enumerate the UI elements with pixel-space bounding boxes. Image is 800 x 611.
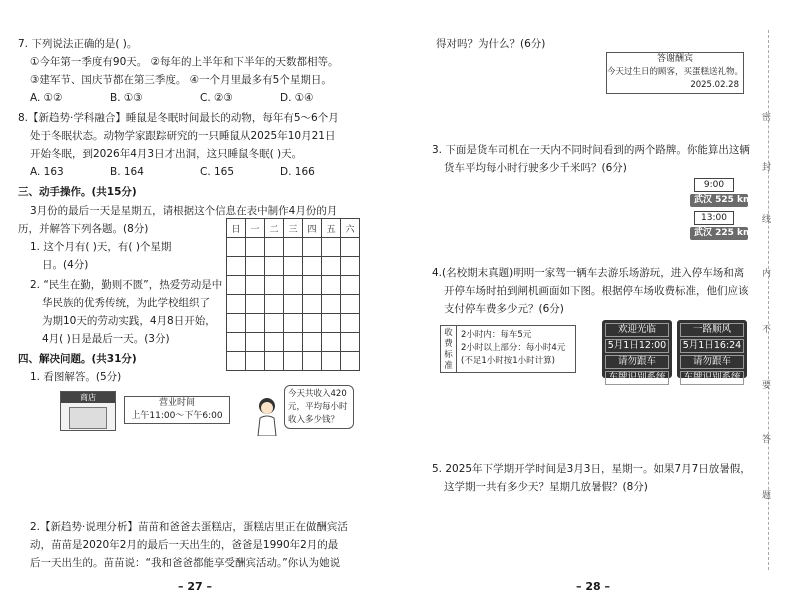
gate-screen-exit xyxy=(677,320,747,383)
margin-char: 密 xyxy=(762,113,772,123)
q4-line3: 支付停车费多少元？(6分) xyxy=(444,303,564,315)
q8-opt-b[interactable]: B. 164 xyxy=(110,166,144,178)
section-3-intro-2: 历，并解答下列各题。(8分) xyxy=(18,223,149,235)
cal-cell[interactable] xyxy=(284,295,303,314)
promo-notice-title: 答谢酬宾 xyxy=(656,54,693,64)
road-sign-1-distance: 武汉 525 km xyxy=(690,194,748,207)
right-page xyxy=(400,0,800,611)
cal-header-sat: 六 xyxy=(341,219,360,238)
cal-header-tue: 二 xyxy=(265,219,284,238)
cal-cell[interactable] xyxy=(341,352,360,371)
gate-screen-entry xyxy=(602,320,672,383)
fee-label-char: 收 xyxy=(444,328,453,338)
cal-cell[interactable] xyxy=(246,276,265,295)
cal-cell[interactable] xyxy=(246,238,265,257)
q5-line1: 5. 2025年下学期开学时间是3月3日，星期一。如果7月7日放暑假， xyxy=(432,463,751,475)
cal-cell[interactable] xyxy=(227,257,246,276)
fee-label-char: 费 xyxy=(444,339,453,349)
shop-door-icon xyxy=(69,407,107,429)
gate-entry-system: 车牌识别系统 xyxy=(605,371,669,385)
cal-cell[interactable] xyxy=(227,352,246,371)
q7-stem: 7. 下列说法正确的是( )。 xyxy=(18,38,138,50)
cal-cell[interactable] xyxy=(303,333,322,352)
q2-continued: 得对吗？为什么？(6分) xyxy=(436,38,546,50)
q3-line2: 货车平均每小时行驶多少千米吗？(6分) xyxy=(444,162,627,174)
cal-cell[interactable] xyxy=(341,276,360,295)
road-sign-2-time: 13:00 xyxy=(694,211,734,225)
cal-cell[interactable] xyxy=(341,238,360,257)
speech-line-3: 收入多少钱？ xyxy=(288,415,340,425)
cal-cell[interactable] xyxy=(303,257,322,276)
cal-cell[interactable] xyxy=(303,295,322,314)
cal-cell[interactable] xyxy=(246,352,265,371)
page-number-right: – 28 – xyxy=(576,580,610,593)
cal-cell[interactable] xyxy=(284,238,303,257)
fee-label-char: 标 xyxy=(444,350,453,360)
cal-cell[interactable] xyxy=(227,276,246,295)
gate-entry-greeting: 欢迎光临 xyxy=(605,323,669,337)
q3-line1: 3. 下面是货车司机在一天内不同时间看到的两个路牌。你能算出这辆 xyxy=(432,144,750,156)
q8-line2: 处于冬眠状态。动物学家跟踪研究的一只睡鼠从2025年10月21日 xyxy=(30,130,336,142)
road-sign-2 xyxy=(690,211,753,240)
section-3-heading: 三、动手操作。(共15分) xyxy=(18,186,137,198)
margin-char: 不 xyxy=(762,325,772,335)
cal-cell[interactable] xyxy=(284,352,303,371)
girl-illustration-icon xyxy=(252,396,282,436)
parking-fee-standard xyxy=(440,325,576,373)
q7-opt-b[interactable]: B. ①③ xyxy=(110,92,143,104)
margin-char: 线 xyxy=(762,215,772,225)
q5-line2: 这学期一共有多少天？星期几放暑假？(8分) xyxy=(444,481,648,493)
cal-cell[interactable] xyxy=(341,333,360,352)
cal-cell[interactable] xyxy=(265,238,284,257)
cal-cell[interactable] xyxy=(227,314,246,333)
margin-char: 内 xyxy=(762,269,772,279)
fee-rules xyxy=(457,326,569,372)
s3-q1-line1: 1. 这个月有( )天，有( )个星期 xyxy=(30,241,172,253)
road-sign-1 xyxy=(690,178,753,207)
gate-exit-system: 车牌识别系统 xyxy=(680,371,744,385)
cal-cell[interactable] xyxy=(284,276,303,295)
cal-cell[interactable] xyxy=(303,314,322,333)
q4-line1: 4.(名校期末真题)明明一家驾一辆车去游乐场游玩，进入停车场和离 xyxy=(432,267,745,279)
q7-opt-d[interactable]: D. ①④ xyxy=(280,92,314,104)
road-sign-2-distance: 武汉 225 km xyxy=(690,227,748,240)
cal-cell[interactable] xyxy=(341,257,360,276)
s4-q2-line1: 2.【新趋势·说理分析】苗苗和爸爸去蛋糕店，蛋糕店里正在做酬宾活 xyxy=(30,521,348,533)
cal-cell[interactable] xyxy=(322,314,341,333)
q7-line1: ①今年第一季度有90天。 ②每年的上半年和下半年的天数都相等。 xyxy=(30,56,339,68)
q7-line2: ③建军节、国庆节都在第三季度。 ④一个月里最多有5个星期日。 xyxy=(30,74,332,86)
s3-q2-line4: 4月( )日是最后一天。(3分) xyxy=(42,333,170,345)
s3-q2-line3: 为期10天的劳动实践，4月8日开始， xyxy=(42,315,216,327)
speech-line-2: 元，平均每小时 xyxy=(288,402,348,412)
cal-cell[interactable] xyxy=(265,333,284,352)
s3-q2-line2: 华民族的优秀传统，为此学校组织了 xyxy=(42,297,210,309)
cal-cell[interactable] xyxy=(227,238,246,257)
cal-cell[interactable] xyxy=(322,352,341,371)
cal-cell[interactable] xyxy=(265,257,284,276)
cal-cell[interactable] xyxy=(322,238,341,257)
gate-entry-notice: 请勿跟车 xyxy=(605,355,669,369)
q8-line1: 8.【新趋势·学科融合】睡鼠是冬眠时间最长的动物，每年有5～6个月 xyxy=(18,112,339,124)
business-hours-card xyxy=(124,396,230,424)
cal-cell[interactable] xyxy=(284,257,303,276)
cal-header-wed: 三 xyxy=(284,219,303,238)
road-sign-1-time: 9:00 xyxy=(694,178,734,192)
cal-cell[interactable] xyxy=(322,257,341,276)
cal-cell[interactable] xyxy=(265,352,284,371)
q8-opt-a[interactable]: A. 163 xyxy=(30,166,64,178)
cal-cell[interactable] xyxy=(303,238,322,257)
gate-entry-time: 5月1日12:00 xyxy=(605,339,669,353)
cal-cell[interactable] xyxy=(227,295,246,314)
cal-cell[interactable] xyxy=(341,295,360,314)
q7-opt-c[interactable]: C. ②③ xyxy=(200,92,233,104)
fee-rule-1: 2小时内：每车5元 xyxy=(461,330,532,340)
cal-cell[interactable] xyxy=(322,295,341,314)
cal-cell[interactable] xyxy=(265,295,284,314)
q4-line2: 开停车场时拍到闸机画面如下图。根据停车场收费标准，他们应该 xyxy=(444,285,749,297)
cal-header-fri: 五 xyxy=(322,219,341,238)
s4-q1-stem: 1. 看图解答。(5分) xyxy=(30,371,122,383)
gate-exit-notice: 请勿跟车 xyxy=(680,355,744,369)
speech-bubble xyxy=(284,385,354,429)
cal-header-mon: 一 xyxy=(246,219,265,238)
promo-notice-date: 2025.02.28 xyxy=(690,80,739,90)
cal-cell[interactable] xyxy=(322,276,341,295)
page-number-left: – 27 – xyxy=(178,580,212,593)
section-3-intro-1: 3月份的最后一天是星期五，请根据这个信息在表中制作4月份的月 xyxy=(30,205,338,217)
promo-notice-body: 今天过生日的顾客，买蛋糕送礼物。 xyxy=(607,67,744,77)
cal-cell[interactable] xyxy=(246,314,265,333)
q8-opt-c[interactable]: C. 165 xyxy=(200,166,235,178)
s3-q2-line1: 2. “民生在勤，勤则不匮”，热爱劳动是中 xyxy=(30,279,223,291)
cal-cell[interactable] xyxy=(265,276,284,295)
cal-cell[interactable] xyxy=(341,314,360,333)
cal-cell[interactable] xyxy=(284,333,303,352)
cal-cell[interactable] xyxy=(227,333,246,352)
shop-illustration xyxy=(60,391,116,431)
fee-rule-2: 2小时以上部分：每小时4元 xyxy=(461,343,566,353)
cal-header-thu: 四 xyxy=(303,219,322,238)
shop-sign: 商店 xyxy=(61,392,115,403)
margin-char: 答 xyxy=(762,435,772,445)
cal-cell[interactable] xyxy=(303,276,322,295)
cal-cell[interactable] xyxy=(284,314,303,333)
fee-label-char: 准 xyxy=(444,361,453,371)
cal-cell[interactable] xyxy=(265,314,284,333)
q7-opt-a[interactable]: A. ①② xyxy=(30,92,63,104)
promo-notice xyxy=(606,52,744,94)
cal-cell[interactable] xyxy=(246,257,265,276)
q8-opt-d[interactable]: D. 166 xyxy=(280,166,315,178)
margin-char: 封 xyxy=(762,163,772,173)
business-hours-title: 营业时间 xyxy=(158,398,195,408)
q8-line3: 开始冬眠，到2026年4月3日才出洞，这只睡鼠冬眠( )天。 xyxy=(30,148,303,160)
speech-line-1: 今天共收入420 xyxy=(288,389,347,399)
cal-cell[interactable] xyxy=(322,333,341,352)
fee-label xyxy=(441,326,457,372)
cal-cell[interactable] xyxy=(246,295,265,314)
cal-cell[interactable] xyxy=(246,333,265,352)
business-hours-value: 上午11:00～下午6:00 xyxy=(131,411,223,421)
margin-char: 题 xyxy=(762,491,772,501)
s4-q2-line3: 后一天出生的。苗苗说：“我和爸爸都能享受酬宾活动。”你认为她说 xyxy=(30,557,341,569)
s4-q2-line2: 动，苗苗是2020年2月的最后一天出生的，爸爸是1990年2月的最 xyxy=(30,539,339,551)
cal-cell[interactable] xyxy=(303,352,322,371)
april-calendar[interactable] xyxy=(226,218,360,371)
margin-char: 要 xyxy=(762,381,772,391)
gate-exit-greeting: 一路顺风 xyxy=(680,323,744,337)
s3-q1-line2: 日。(4分) xyxy=(42,259,89,271)
section-4-heading: 四、解决问题。(共31分) xyxy=(18,353,137,365)
cal-header-sun: 日 xyxy=(227,219,246,238)
fee-rule-3: (不足1小时按1小时计算) xyxy=(461,356,555,366)
gate-exit-time: 5月1日16:24 xyxy=(680,339,744,353)
